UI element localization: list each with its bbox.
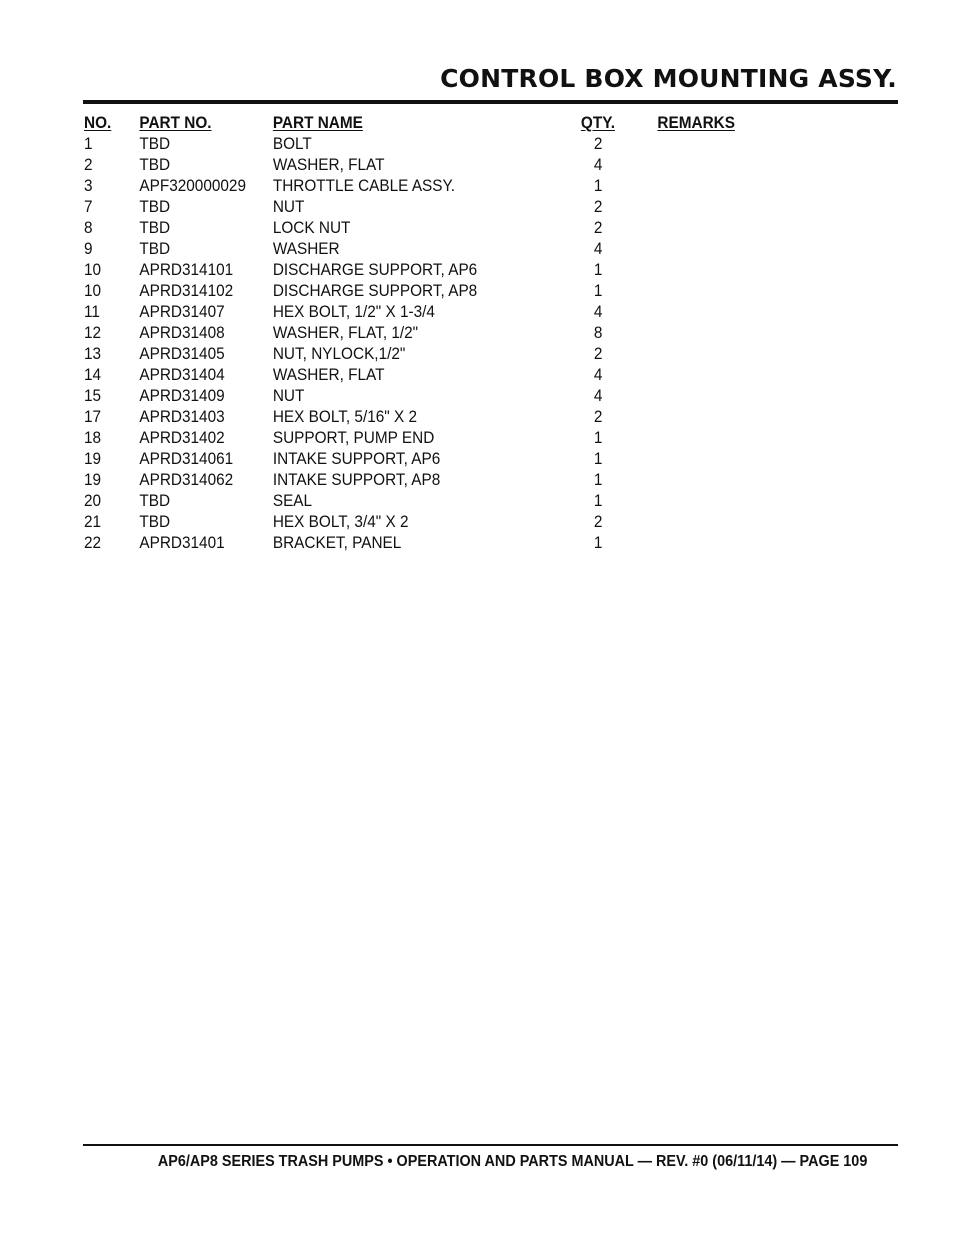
part-name: DISCHARGE SUPPORT, AP8: [272, 282, 478, 300]
part-name: HEX BOLT, 3/4" X 2: [272, 513, 409, 531]
header-qty: QTY.: [580, 114, 616, 132]
part-number: APF320000029: [139, 177, 247, 195]
title-rule: [83, 100, 898, 104]
part-name: HEX BOLT, 1/2" X 1-3/4: [272, 303, 435, 321]
part-number-index: 1: [84, 135, 93, 153]
part-qty: 2: [593, 135, 603, 153]
part-remarks: [657, 239, 735, 260]
page-title: CONTROL BOX MOUNTING ASSY.: [440, 64, 897, 93]
part-number-index: 12: [84, 324, 102, 342]
table-row: [84, 302, 735, 323]
part-qty: 2: [593, 345, 603, 363]
table-row: [84, 197, 735, 218]
part-remarks: [657, 134, 735, 155]
part-name: NUT: [272, 387, 305, 405]
part-number: TBD: [139, 492, 171, 510]
footer-rule: [83, 1144, 898, 1146]
part-number-index: 7: [84, 198, 93, 216]
table-row: [84, 218, 735, 239]
part-name: BRACKET, PANEL: [272, 534, 402, 552]
part-remarks: [657, 365, 735, 386]
part-number-index: 17: [84, 408, 102, 426]
part-number: APRD31402: [139, 429, 225, 447]
part-name: HEX BOLT, 5/16" X 2: [272, 408, 418, 426]
part-number: APRD31407: [139, 303, 225, 321]
header-part-name: PART NAME: [272, 114, 363, 132]
header-remarks: REMARKS: [657, 114, 735, 132]
part-number: APRD31408: [139, 324, 225, 342]
part-qty: 4: [593, 240, 603, 258]
part-name: WASHER, FLAT: [272, 366, 385, 384]
part-remarks: [657, 386, 735, 407]
table-row: [84, 155, 735, 176]
part-number: APRD314102: [139, 282, 234, 300]
table-row: [84, 239, 735, 260]
part-name: WASHER: [272, 240, 340, 258]
part-number-index: 13: [84, 345, 102, 363]
part-number: APRD31404: [139, 366, 225, 384]
part-number: APRD314062: [139, 471, 234, 489]
part-remarks: [657, 176, 735, 197]
table-row: [84, 281, 735, 302]
part-number-index: 14: [84, 366, 102, 384]
table-row: [84, 344, 735, 365]
table-header-row: [84, 113, 735, 134]
part-name: SUPPORT, PUMP END: [272, 429, 435, 447]
part-qty: 1: [593, 177, 603, 195]
part-name: INTAKE SUPPORT, AP8: [272, 471, 441, 489]
table-row: [84, 260, 735, 281]
part-number: APRD31409: [139, 387, 225, 405]
table-row: [84, 176, 735, 197]
part-name: BOLT: [272, 135, 312, 153]
part-number: TBD: [139, 513, 171, 531]
part-number-index: 8: [84, 219, 93, 237]
header-no: NO.: [84, 114, 112, 132]
part-remarks: [657, 197, 735, 218]
part-number: TBD: [139, 198, 171, 216]
part-remarks: [657, 281, 735, 302]
part-number: APRD314101: [139, 261, 234, 279]
table-row: [84, 491, 735, 512]
part-number-index: 19: [84, 450, 102, 468]
part-qty: 2: [593, 219, 603, 237]
part-qty: 4: [593, 303, 603, 321]
part-qty: 4: [593, 156, 603, 174]
table-row: [84, 533, 735, 554]
table-row: [84, 407, 735, 428]
part-number: TBD: [139, 240, 171, 258]
part-qty: 8: [593, 324, 603, 342]
part-remarks: [657, 428, 735, 449]
part-remarks: [657, 155, 735, 176]
part-remarks: [657, 218, 735, 239]
part-number-index: 18: [84, 429, 102, 447]
parts-table: [84, 113, 735, 554]
part-remarks: [657, 407, 735, 428]
parts-table-body: [84, 134, 735, 554]
part-number-index: 15: [84, 387, 102, 405]
part-number-index: 3: [84, 177, 93, 195]
table-row: [84, 512, 735, 533]
table-row: [84, 386, 735, 407]
part-remarks: [657, 470, 735, 491]
part-qty: 4: [593, 366, 603, 384]
part-number: TBD: [139, 156, 171, 174]
part-number: TBD: [139, 219, 171, 237]
part-qty: 4: [593, 387, 603, 405]
table-row: [84, 323, 735, 344]
part-number: TBD: [139, 135, 171, 153]
part-qty: 1: [593, 429, 603, 447]
table-row: [84, 134, 735, 155]
part-remarks: [657, 449, 735, 470]
part-name: INTAKE SUPPORT, AP6: [272, 450, 441, 468]
part-number-index: 19: [84, 471, 102, 489]
part-qty: 1: [593, 492, 603, 510]
part-qty: 1: [593, 534, 603, 552]
table-row: [84, 428, 735, 449]
part-name: WASHER, FLAT: [272, 156, 385, 174]
part-number-index: 2: [84, 156, 93, 174]
part-number-index: 20: [84, 492, 102, 510]
part-number-index: 9: [84, 240, 93, 258]
part-name: NUT: [272, 198, 305, 216]
part-name: SEAL: [272, 492, 313, 510]
part-remarks: [657, 302, 735, 323]
part-qty: 2: [593, 408, 603, 426]
part-name: NUT, NYLOCK,1/2": [272, 345, 406, 363]
part-qty: 2: [593, 513, 603, 531]
table-row: [84, 470, 735, 491]
header-part-no: PART NO.: [139, 114, 212, 132]
table-row: [84, 365, 735, 386]
part-name: DISCHARGE SUPPORT, AP6: [272, 261, 478, 279]
part-remarks: [657, 260, 735, 281]
part-name: THROTTLE CABLE ASSY.: [272, 177, 456, 195]
part-qty: 1: [593, 471, 603, 489]
part-qty: 1: [593, 282, 603, 300]
part-number-index: 10: [84, 261, 102, 279]
part-name: WASHER, FLAT, 1/2": [272, 324, 419, 342]
part-number: APRD31405: [139, 345, 225, 363]
part-name: LOCK NUT: [272, 219, 351, 237]
part-number-index: 22: [84, 534, 102, 552]
table-row: [84, 449, 735, 470]
part-number: APRD31401: [139, 534, 225, 552]
part-remarks: [657, 323, 735, 344]
part-number-index: 10: [84, 282, 102, 300]
part-qty: 1: [593, 261, 603, 279]
part-remarks: [657, 491, 735, 512]
part-number-index: 11: [84, 303, 100, 321]
part-number-index: 21: [84, 513, 102, 531]
part-remarks: [657, 344, 735, 365]
part-remarks: [657, 533, 735, 554]
page-footer: AP6/AP8 SERIES TRASH PUMPS • OPERATION AND PARTS MANUAL — REV. #0 (06/11/14) — PAGE 109: [157, 1153, 867, 1170]
part-number: APRD31403: [139, 408, 225, 426]
part-qty: 2: [593, 198, 603, 216]
part-qty: 1: [593, 450, 603, 468]
part-number: APRD314061: [139, 450, 234, 468]
part-remarks: [657, 512, 735, 533]
